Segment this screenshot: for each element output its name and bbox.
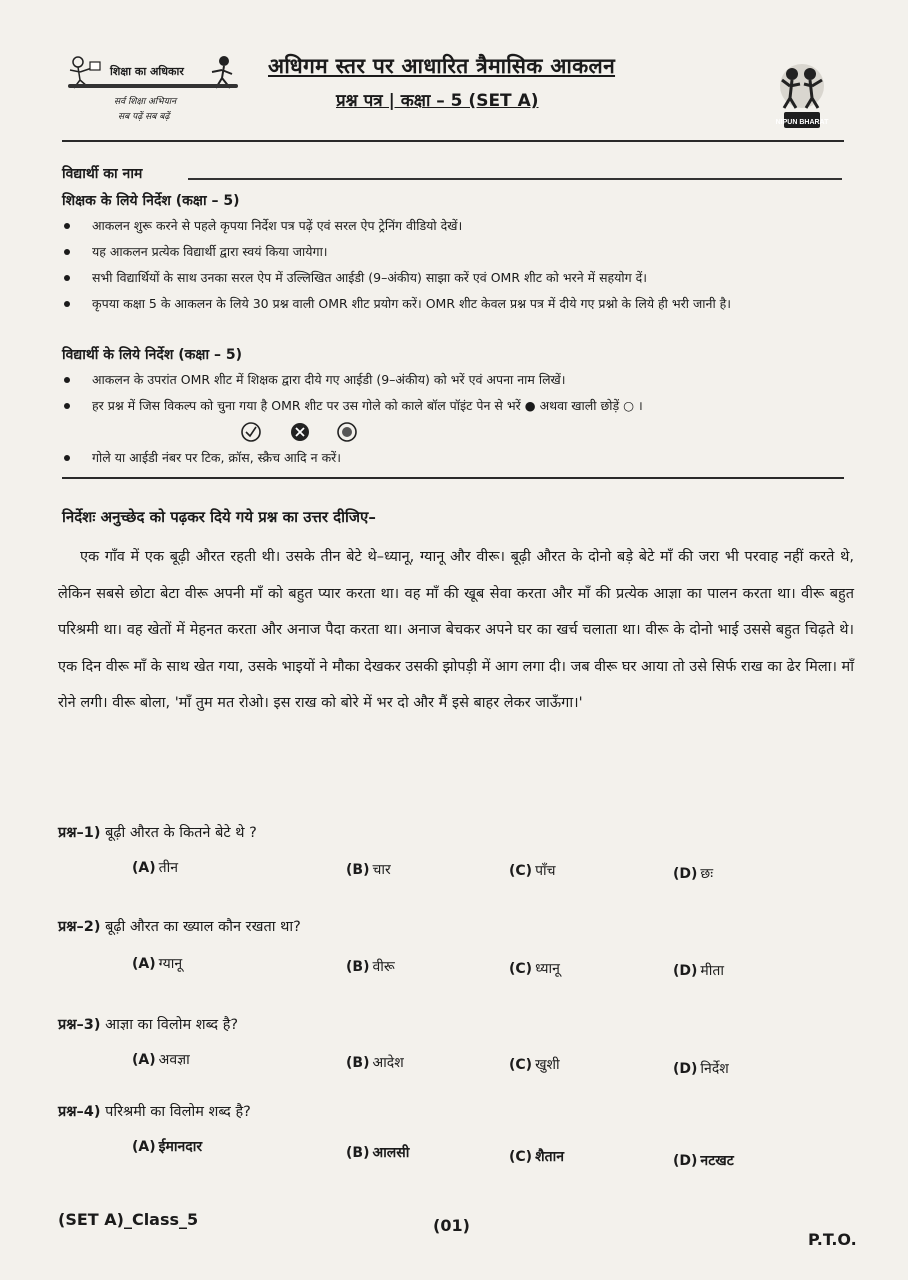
q1-option-d[interactable]: (D) छः (673, 866, 714, 882)
q4-option-b[interactable]: (B) आलसी (346, 1145, 410, 1161)
header-divider (62, 140, 844, 142)
student-instruction-item: आकलन के उपरांत OMR शीट में शिक्षक द्वारा दीये गए आईडी (9–अंकीय) को भरें एवं अपना नाम लिखें। (62, 371, 852, 388)
student-name-field[interactable] (188, 178, 842, 180)
q4-option-c[interactable]: (C) शैतान (509, 1149, 564, 1165)
q3-option-d[interactable]: (D) निर्देश (673, 1061, 729, 1077)
teacher-instruction-item: कृपया कक्षा 5 के आकलन के लिये 30 प्रश्न वाली OMR शीट प्रयोग करें। OMR शीट केवल प्रश्न पत्र में दीये गए प्रश्नो के लिये ही भरी जानी है। (62, 295, 852, 312)
student-name-label: विद्यार्थी का नाम (62, 166, 143, 182)
question-number: प्रश्न–2) (58, 919, 101, 935)
q1-option-a[interactable]: (A) तीन (132, 860, 179, 876)
q1-option-b[interactable]: (B) चार (346, 862, 391, 878)
passage-text: एक गाँव में एक बूढ़ी औरत रहती थी। उसके तीन बेटे थे–ध्यानू, ग्यानू और वीरू। बूढ़ी औरत के दोनो बड़े बेटे माँ की जरा भी परवाह नहीं करते थे, लेकिन सबसे छोटा बेटा वीरू अपनी माँ को बहुत प्यार करता था। वह माँ की खूब सेवा करता और माँ की प्रत्येक आज्ञा का पालन करता था। वीरू बहुत परिश्रमी था। वह खेतों में मेहनत करता और अनाज पैदा करता था। अनाज बेचकर अपने घर का खर्च चलाता था। वीरू के दोनो भाई उससे बहुत चिढ़ते थे। एक दिन वीरू माँ के साथ खेत गया, उसके भाइयों ने मौका देखकर उसकी झोपड़ी में आग लगा दी। जब वीरू घर आया तो उसे सिर्फ राख का ढेर मिला। माँ रोने लगी। वीरू बोला, 'माँ तुम मत रोओ। इस राख को बोरे में भर दो और मैं इसे बाहर लेकर जाऊँगा।' (58, 549, 854, 711)
question-3 (58, 1014, 238, 1034)
teacher-instruction-item: यह आकलन प्रत्येक विद्यार्थी द्वारा स्वयं किया जायेगा। (62, 243, 852, 260)
cross-circle-icon (291, 423, 309, 441)
q4-option-a[interactable]: (A) ईमानदार (132, 1139, 203, 1155)
question-number: प्रश्न–3) (58, 1017, 101, 1033)
question-4 (58, 1101, 251, 1121)
omr-wrong-marks-icons (240, 421, 360, 443)
teacher-instructions-list (62, 217, 852, 321)
student-instructions-list (62, 371, 852, 475)
logo-line3: सब पढ़ें सब बढ़ें (118, 112, 170, 122)
logo-line1: शिक्षा का अधिकार (110, 65, 184, 78)
question-text: परिश्रमी का विलोम शब्द है? (105, 1104, 251, 1120)
q2-option-b[interactable]: (B) वीरू (346, 959, 395, 975)
question-text: आज्ञा का विलोम शब्द है? (105, 1017, 239, 1033)
paper-subtitle: प्रश्न पत्र | कक्षा – 5 (SET A) (336, 91, 539, 111)
question-number: प्रश्न–4) (58, 1104, 101, 1120)
question-text: बूढ़ी औरत का ख्याल कौन रखता था? (105, 919, 301, 935)
paper-title: अधिगम स्तर पर आधारित त्रैमासिक आकलन (268, 54, 616, 78)
student-instruction-item: हर प्रश्न में जिस विकल्प को चुना गया है OMR शीट पर उस गोले को काले बॉल पॉइंट पेन से भरें ● अथवा खाली छोड़ें ○ । (62, 397, 852, 414)
q2-option-d[interactable]: (D) मीता (673, 963, 725, 979)
teacher-instructions-heading: शिक्षक के लिये निर्देश (कक्षा – 5) (62, 193, 240, 209)
question-number: प्रश्न–1) (58, 825, 101, 841)
footer-pto: P.T.O. (808, 1230, 857, 1249)
logo-pencil-bar (68, 84, 238, 88)
q2-option-a[interactable]: (A) ग्यानू (132, 956, 183, 972)
teacher-instruction-item: सभी विद्यार्थियों के साथ उनका सरल ऐप में उल्लिखित आईडी (9–अंकीय) साझा करें एवं OMR शीट को भरने में सहयोग दें। (62, 269, 852, 286)
logo-right-text: NIPUN BHARAT (775, 119, 829, 126)
footer-set-class: (SET A)_Class_5 (58, 1210, 199, 1229)
passage-instruction: निर्देशः अनुच्छेद को पढ़कर दिये गये प्रश्न का उत्तर दीजिए– (62, 508, 376, 526)
instructions-divider (62, 477, 844, 479)
question-2 (58, 916, 301, 936)
student-instruction-item: गोले या आईडी नंबर पर टिक, क्रॉस, स्क्रैच आदि न करें। (62, 449, 852, 466)
question-text: बूढ़ी औरत के कितने बेटे थे ? (105, 825, 257, 841)
shiksha-ka-adhikar-logo (62, 52, 242, 122)
q3-option-a[interactable]: (A) अवज्ञा (132, 1052, 190, 1068)
q2-option-c[interactable]: (C) ध्यानू (509, 961, 560, 977)
teacher-instruction-item: आकलन शुरू करने से पहले कृपया निर्देश पत्र पढ़ें एवं सरल ऐप ट्रेनिंग वीडियो देखें। (62, 217, 852, 234)
q1-option-c[interactable]: (C) पाँच (509, 863, 556, 879)
nipun-bharat-logo (770, 58, 834, 130)
tick-circle-icon (242, 423, 260, 441)
q3-option-b[interactable]: (B) आदेश (346, 1055, 404, 1071)
logo-line2: सर्व शिक्षा अभियान (114, 97, 177, 107)
q3-option-c[interactable]: (C) खुशी (509, 1057, 560, 1073)
footer-page-number: (01) (433, 1216, 470, 1235)
q4-option-d[interactable]: (D) नटखट (673, 1153, 734, 1169)
student-instructions-heading: विद्यार्थी के लिये निर्देश (कक्षा – 5) (62, 347, 242, 363)
scratch-circle-icon (338, 423, 356, 441)
question-1 (58, 822, 257, 842)
